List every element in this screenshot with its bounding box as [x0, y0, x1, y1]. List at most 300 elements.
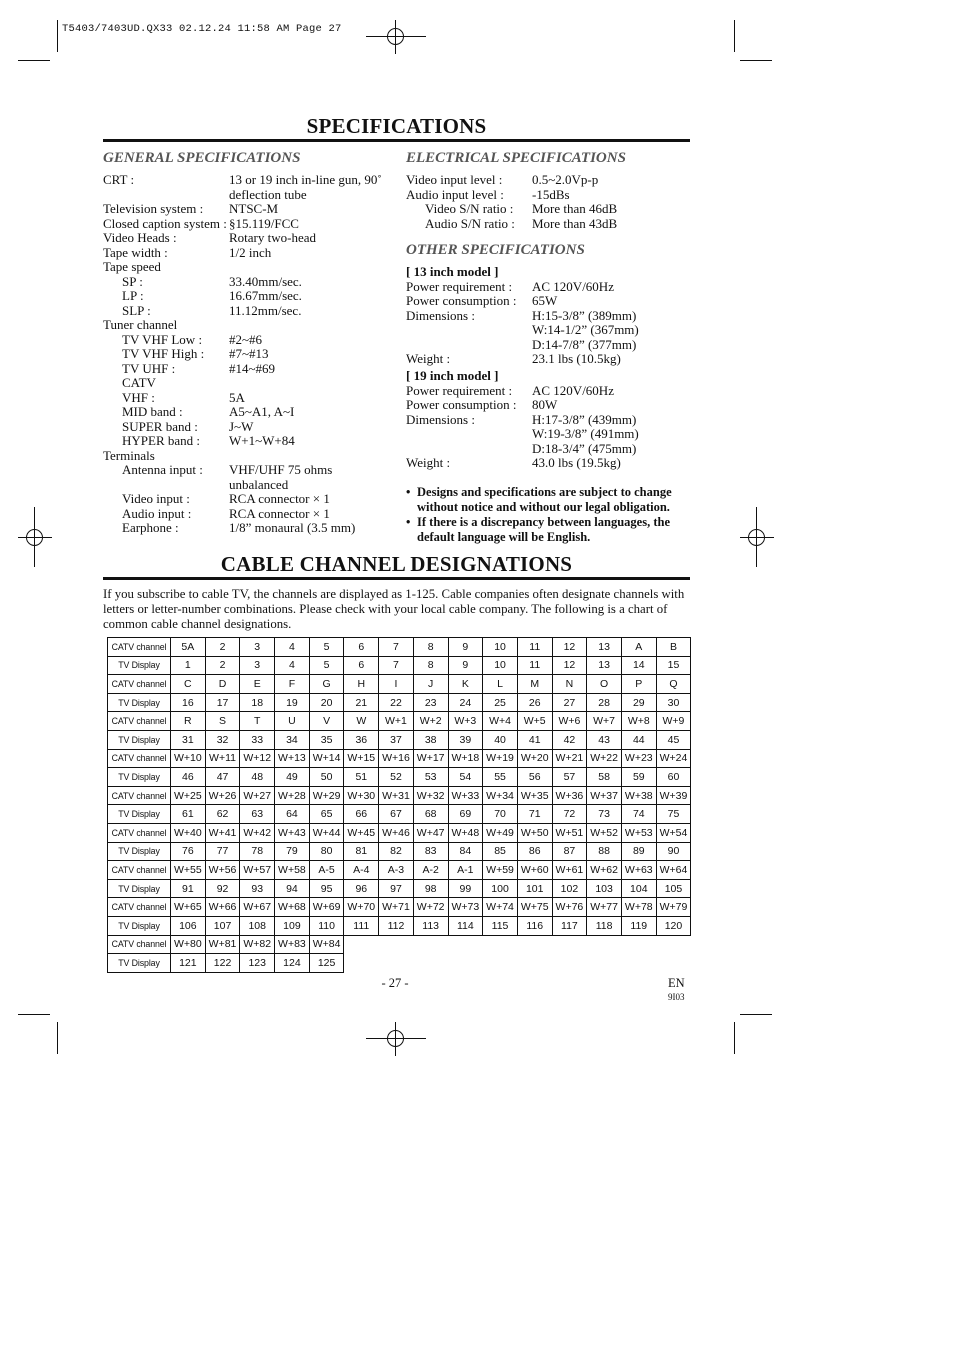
catv-cell: W+72: [413, 898, 448, 917]
spec-label: SLP :: [122, 302, 151, 318]
tv-display-cell: 37: [379, 730, 414, 749]
tv-display-cell: 89: [621, 842, 656, 861]
catv-cell: V: [309, 712, 344, 731]
spec-row: [103, 173, 398, 188]
spec-value: 1/2 inch: [229, 244, 272, 260]
catv-label: CATV channel: [108, 712, 171, 731]
tv-display-cell: 77: [205, 842, 240, 861]
tv-display-cell: 102: [552, 879, 587, 898]
catv-cell: 5: [309, 638, 344, 657]
tv-display-cell: 111: [344, 916, 379, 935]
catv-cell: W+29: [309, 786, 344, 805]
tv-display-cell: 62: [205, 805, 240, 824]
spec-row: [103, 405, 398, 420]
catv-cell: W+55: [171, 861, 206, 880]
cable-title: CABLE CHANNEL DESIGNATIONS: [220, 552, 573, 576]
spec-label: Power consumption :: [406, 397, 517, 412]
cable-intro: If you subscribe to cable TV, the channels are displayed as 1-125. Cable companies often designate channels with letters or letter-number combinations. Please check with your local cable company. The following is a chart of common cable channel designations.: [103, 587, 685, 631]
spec-row: [406, 413, 696, 428]
catv-cell: W+58: [275, 861, 310, 880]
tv-display-cell: 22: [379, 693, 414, 712]
spec-value: 23.1 lbs (10.5kg): [532, 351, 621, 366]
spec-row: [103, 420, 398, 435]
catv-cell: W+22: [587, 749, 622, 768]
tv-display-cell: 65: [309, 805, 344, 824]
catv-row: [108, 638, 691, 657]
tv-display-cell: 121: [171, 954, 206, 973]
catv-cell: W+4: [483, 712, 518, 731]
spec-value: VHF/UHF 75 ohms: [229, 462, 333, 477]
spec-row: [103, 376, 398, 391]
general-specs-heading: GENERAL SPECIFICATIONS: [103, 150, 301, 166]
tv-display-cell: 25: [483, 693, 518, 712]
catv-cell: Q: [656, 675, 691, 694]
spec-value: RCA connector × 1: [229, 491, 330, 506]
catv-cell: G: [309, 675, 344, 694]
catv-cell: W+48: [448, 823, 483, 842]
catv-cell: 12: [552, 638, 587, 657]
catv-cell: W+20: [517, 749, 552, 768]
crop-mark: [18, 1014, 50, 1015]
catv-label: CATV channel: [108, 675, 171, 694]
catv-cell: F: [275, 675, 310, 694]
spec-label: SUPER band :: [122, 418, 198, 434]
tv-display-row: [108, 842, 691, 861]
catv-cell: E: [240, 675, 275, 694]
catv-row: [108, 675, 691, 694]
tv-display-cell: 93: [240, 879, 275, 898]
catv-cell: W+27: [240, 786, 275, 805]
spec-row: [406, 442, 696, 457]
catv-label: CATV channel: [108, 638, 171, 657]
tv-display-cell: 100: [483, 879, 518, 898]
tv-display-row: [108, 879, 691, 898]
catv-cell: W+79: [656, 898, 691, 917]
spec-label: Television system :: [103, 201, 204, 216]
catv-cell: W+78: [621, 898, 656, 917]
tv-display-label: TV Display: [108, 730, 171, 749]
tv-display-cell: 23: [413, 693, 448, 712]
spec-row: [406, 398, 696, 413]
tv-display-cell: 9: [448, 656, 483, 675]
tv-display-cell: 2: [205, 656, 240, 675]
spec-label: CRT :: [103, 172, 135, 187]
catv-cell: W+19: [483, 749, 518, 768]
other-specs-heading: OTHER SPECIFICATIONS: [406, 242, 585, 258]
catv-cell: W+61: [552, 861, 587, 880]
tv-display-cell: 80: [309, 842, 344, 861]
catv-cell: 5A: [171, 638, 206, 657]
spec-value: W:14-1/2” (367mm): [532, 322, 639, 337]
catv-cell: W+83: [275, 935, 310, 954]
catv-cell: W+37: [587, 786, 622, 805]
catv-cell: W+62: [587, 861, 622, 880]
catv-cell: W+7: [587, 712, 622, 731]
tv-display-cell: 21: [344, 693, 379, 712]
model-19-lines: [406, 384, 696, 471]
spec-value: D:18-3/4” (475mm): [532, 440, 637, 456]
catv-cell: W+46: [379, 823, 414, 842]
catv-cell: W+77: [587, 898, 622, 917]
catv-cell: W+60: [517, 861, 552, 880]
catv-cell: W+71: [379, 898, 414, 917]
tv-display-cell: 107: [205, 916, 240, 935]
tv-display-cell: 54: [448, 768, 483, 787]
title-rule: [103, 139, 690, 142]
tv-display-label: TV Display: [108, 916, 171, 935]
tv-display-cell: 71: [517, 805, 552, 824]
catv-cell: A-3: [379, 861, 414, 880]
tv-display-cell: 14: [621, 656, 656, 675]
spec-row: [406, 384, 696, 399]
catv-cell: 13: [587, 638, 622, 657]
spec-row: [406, 427, 696, 442]
catv-cell: W+52: [587, 823, 622, 842]
catv-cell: 10: [483, 638, 518, 657]
electrical-specs-list: [406, 173, 696, 231]
tv-display-row: [108, 954, 691, 973]
spec-value: H:17-3/8” (439mm): [532, 411, 637, 427]
tv-display-cell: 8: [413, 656, 448, 675]
catv-cell: W+14: [309, 749, 344, 768]
spec-row: [406, 280, 696, 295]
tv-display-cell: 36: [344, 730, 379, 749]
tv-display-cell: 57: [552, 768, 587, 787]
spec-label: HYPER band :: [122, 433, 200, 448]
tv-display-cell: 30: [656, 693, 691, 712]
tv-display-cell: 5: [309, 656, 344, 675]
crop-mark: [57, 1022, 58, 1054]
tv-display-label: TV Display: [108, 693, 171, 712]
catv-cell: W+2: [413, 712, 448, 731]
spec-row: [103, 260, 398, 275]
tv-display-cell: 53: [413, 768, 448, 787]
catv-cell: W+74: [483, 898, 518, 917]
spec-label: Earphone :: [122, 520, 179, 535]
tv-display-cell: 87: [552, 842, 587, 861]
tv-display-cell: 13: [587, 656, 622, 675]
tv-display-cell: 70: [483, 805, 518, 824]
spec-value: 65W: [532, 293, 558, 308]
tv-display-cell: 76: [171, 842, 206, 861]
spec-row: [406, 188, 696, 203]
spec-value: 0.5~2.0Vp-p: [532, 172, 599, 187]
spec-row: [406, 202, 696, 217]
tv-display-cell: 88: [587, 842, 622, 861]
tv-display-cell: 55: [483, 768, 518, 787]
model-13-title: [ 13 inch model ]: [406, 264, 499, 279]
tv-display-cell: 11: [517, 656, 552, 675]
catv-cell: H: [344, 675, 379, 694]
catv-cell: W+25: [171, 786, 206, 805]
catv-label: CATV channel: [108, 749, 171, 768]
tv-display-cell: 68: [413, 805, 448, 824]
printer-slug: T5403/7403UD.QX33 02.12.24 11:58 AM Page 27: [62, 23, 342, 35]
tv-display-cell: 118: [587, 916, 622, 935]
catv-cell: I: [379, 675, 414, 694]
catv-cell: W+44: [309, 823, 344, 842]
tv-display-cell: 69: [448, 805, 483, 824]
tv-display-cell: 125: [309, 954, 344, 973]
catv-label: CATV channel: [108, 823, 171, 842]
tv-display-cell: 42: [552, 730, 587, 749]
tv-display-cell: 17: [205, 693, 240, 712]
tv-display-cell: 16: [171, 693, 206, 712]
catv-cell: W+56: [205, 861, 240, 880]
tv-display-cell: 74: [621, 805, 656, 824]
spec-row: [103, 347, 398, 362]
tv-display-cell: 123: [240, 954, 275, 973]
catv-cell: W+51: [552, 823, 587, 842]
spec-value: §15.119/FCC: [229, 215, 299, 231]
tv-display-label: TV Display: [108, 954, 171, 973]
tv-display-row: [108, 656, 691, 675]
tv-display-row: [108, 916, 691, 935]
tv-display-cell: 64: [275, 805, 310, 824]
tv-display-cell: 96: [344, 879, 379, 898]
tv-display-label: TV Display: [108, 842, 171, 861]
tv-display-label: TV Display: [108, 805, 171, 824]
spec-label: Power consumption :: [406, 293, 517, 308]
catv-cell: 9: [448, 638, 483, 657]
bullet: •: [406, 515, 411, 530]
tv-display-cell: 48: [240, 768, 275, 787]
catv-cell: W+12: [240, 749, 275, 768]
spec-label: Dimensions :: [406, 307, 475, 323]
tv-display-cell: 72: [552, 805, 587, 824]
catv-row: [108, 823, 691, 842]
spec-row: [103, 507, 398, 522]
tv-display-cell: 59: [621, 768, 656, 787]
catv-cell: W+65: [171, 898, 206, 917]
tv-display-cell: 15: [656, 656, 691, 675]
print-code: 9I03: [668, 992, 685, 1002]
tv-display-cell: 110: [309, 916, 344, 935]
catv-cell: W+68: [275, 898, 310, 917]
tv-display-cell: 19: [275, 693, 310, 712]
tv-display-cell: 67: [379, 805, 414, 824]
spec-value: 5A: [229, 389, 245, 405]
catv-cell: W+3: [448, 712, 483, 731]
catv-cell: W+35: [517, 786, 552, 805]
catv-cell: D: [205, 675, 240, 694]
catv-cell: A-5: [309, 861, 344, 880]
spec-label: Power requirement :: [406, 278, 513, 294]
tv-display-cell: 38: [413, 730, 448, 749]
cable-channel-table: [107, 637, 691, 973]
tv-display-cell: 86: [517, 842, 552, 861]
crop-mark: [18, 60, 50, 61]
catv-label: CATV channel: [108, 786, 171, 805]
spec-row: [406, 338, 696, 353]
spec-value: A5~A1, A~I: [229, 404, 295, 419]
catv-cell: N: [552, 675, 587, 694]
spec-value: #14~#69: [229, 360, 276, 376]
tv-display-cell: 116: [517, 916, 552, 935]
spec-value: H:15-3/8” (389mm): [532, 307, 637, 323]
tv-display-row: [108, 768, 691, 787]
catv-row: [108, 749, 691, 768]
note-item: [406, 515, 696, 545]
catv-cell: L: [483, 675, 518, 694]
catv-cell: W+40: [171, 823, 206, 842]
catv-cell: A-2: [413, 861, 448, 880]
catv-cell: S: [205, 712, 240, 731]
spec-label: Video input :: [122, 491, 190, 506]
tv-display-cell: 58: [587, 768, 622, 787]
spec-row: [406, 294, 696, 309]
catv-cell: O: [587, 675, 622, 694]
catv-cell: W+36: [552, 786, 587, 805]
crop-mark: [740, 1014, 772, 1015]
catv-label: CATV channel: [108, 935, 171, 954]
catv-cell: W+64: [656, 861, 691, 880]
tv-display-row: [108, 805, 691, 824]
catv-cell: W+67: [240, 898, 275, 917]
catv-cell: M: [517, 675, 552, 694]
catv-cell: W+59: [483, 861, 518, 880]
tv-display-cell: 3: [240, 656, 275, 675]
tv-display-cell: 120: [656, 916, 691, 935]
tv-display-cell: 43: [587, 730, 622, 749]
spec-row: [103, 246, 398, 261]
tv-display-cell: 112: [379, 916, 414, 935]
note-text: If there is a discrepancy between languages, the default language will be English.: [417, 515, 670, 544]
spec-value: deflection tube: [229, 186, 307, 202]
tv-display-cell: 119: [621, 916, 656, 935]
tv-display-cell: 114: [448, 916, 483, 935]
spec-label: TV UHF :: [122, 360, 176, 376]
tv-display-cell: 122: [205, 954, 240, 973]
catv-row: [108, 935, 691, 954]
spec-label: Dimensions :: [406, 411, 475, 427]
spec-row: [406, 217, 696, 232]
spec-value: -15dBs: [532, 186, 570, 202]
catv-cell: C: [171, 675, 206, 694]
spec-value: 13 or 19 inch in-line gun, 90˚: [229, 172, 382, 187]
spec-row: [103, 217, 398, 232]
crop-mark: [57, 20, 58, 52]
catv-cell: A: [621, 638, 656, 657]
tv-display-cell: 50: [309, 768, 344, 787]
spec-value: 80W: [532, 397, 558, 412]
tv-display-cell: 45: [656, 730, 691, 749]
catv-cell: A-1: [448, 861, 483, 880]
spec-value: More than 46dB: [532, 201, 618, 216]
tv-display-cell: 52: [379, 768, 414, 787]
catv-label: CATV channel: [108, 898, 171, 917]
spec-value: #2~#6: [229, 331, 263, 347]
tv-display-cell: 20: [309, 693, 344, 712]
catv-cell: W+21: [552, 749, 587, 768]
spec-row: [406, 352, 696, 367]
tv-display-cell: 24: [448, 693, 483, 712]
tv-display-cell: 84: [448, 842, 483, 861]
tv-display-cell: 81: [344, 842, 379, 861]
tv-display-cell: 98: [413, 879, 448, 898]
spec-row: [103, 434, 398, 449]
catv-cell: W+15: [344, 749, 379, 768]
spec-row: [103, 275, 398, 290]
tv-display-cell: 10: [483, 656, 518, 675]
tv-display-cell: 78: [240, 842, 275, 861]
catv-cell: W+30: [344, 786, 379, 805]
tv-display-cell: 40: [483, 730, 518, 749]
tv-display-cell: 105: [656, 879, 691, 898]
spec-label: SP :: [122, 273, 143, 289]
spec-row: [103, 289, 398, 304]
catv-cell: 11: [517, 638, 552, 657]
model-19-title: [ 19 inch model ]: [406, 368, 499, 383]
catv-cell: W+76: [552, 898, 587, 917]
catv-cell: W+39: [656, 786, 691, 805]
spec-value: 43.0 lbs (19.5kg): [532, 455, 621, 470]
spec-row: [103, 188, 398, 203]
catv-cell: W+81: [205, 935, 240, 954]
tv-display-cell: 103: [587, 879, 622, 898]
note-text: Designs and specifications are subject to change without notice and without our legal obligation.: [417, 485, 672, 514]
catv-cell: R: [171, 712, 206, 731]
tv-display-cell: 29: [621, 693, 656, 712]
tv-display-cell: 75: [656, 805, 691, 824]
tv-display-cell: 73: [587, 805, 622, 824]
spec-label: Audio S/N ratio :: [425, 215, 515, 231]
catv-cell: W+24: [656, 749, 691, 768]
spec-label: Antenna input :: [122, 462, 203, 477]
tv-display-label: TV Display: [108, 656, 171, 675]
catv-cell: W+16: [379, 749, 414, 768]
spec-row: [406, 173, 696, 188]
spec-value: #7~#13: [229, 346, 269, 361]
catv-cell: W+57: [240, 861, 275, 880]
spec-label: VHF :: [122, 389, 155, 405]
catv-cell: W+50: [517, 823, 552, 842]
tv-display-cell: 91: [171, 879, 206, 898]
catv-cell: 3: [240, 638, 275, 657]
spec-label: Audio input :: [122, 505, 192, 521]
spec-value: W:19-3/8” (491mm): [532, 426, 639, 441]
catv-cell: W+69: [309, 898, 344, 917]
catv-cell: W+70: [344, 898, 379, 917]
spec-row: [406, 323, 696, 338]
tv-display-cell: 60: [656, 768, 691, 787]
catv-cell: J: [413, 675, 448, 694]
catv-cell: K: [448, 675, 483, 694]
specifications-title: SPECIFICATIONS: [306, 114, 487, 138]
spec-label: Tuner channel: [103, 317, 178, 332]
tv-display-cell: 66: [344, 805, 379, 824]
catv-cell: W: [344, 712, 379, 731]
tv-display-cell: 33: [240, 730, 275, 749]
spec-label: TV VHF High :: [122, 346, 205, 361]
spec-row: [406, 309, 696, 324]
catv-cell: W+9: [656, 712, 691, 731]
tv-display-cell: 61: [171, 805, 206, 824]
catv-cell: W+17: [413, 749, 448, 768]
tv-display-cell: 44: [621, 730, 656, 749]
spec-row: [103, 492, 398, 507]
spec-label: Closed caption system :: [103, 215, 227, 231]
page-number: - 27 -: [381, 976, 409, 990]
tv-display-cell: 124: [275, 954, 310, 973]
spec-value: Rotary two-head: [229, 230, 317, 245]
spec-value: More than 43dB: [532, 215, 618, 231]
crop-mark: [734, 20, 735, 52]
tv-display-cell: 34: [275, 730, 310, 749]
catv-cell: A-4: [344, 861, 379, 880]
catv-cell: W+8: [621, 712, 656, 731]
catv-cell: W+23: [621, 749, 656, 768]
